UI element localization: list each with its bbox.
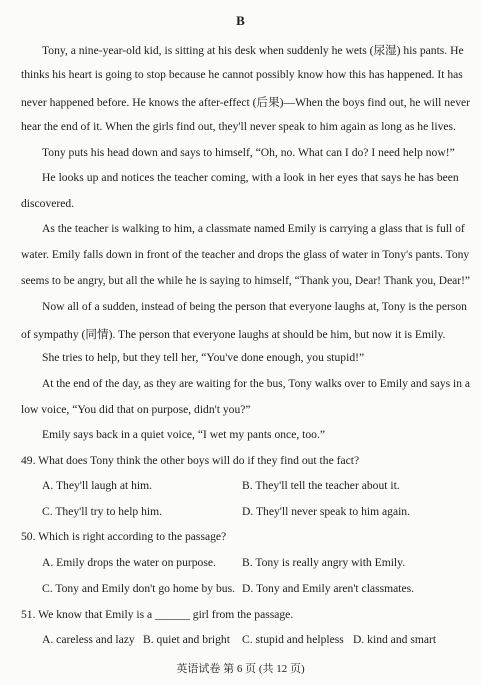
- question-51-option-b[interactable]: B. quiet and bright: [143, 633, 230, 646]
- passage-line: discovered.: [21, 197, 75, 210]
- question-49-option-c[interactable]: C. They'll try to help him.: [42, 505, 163, 518]
- passage-line: seems to be angry, but all the while he is saying to himself, “Thank you, Dear! Thank you, Dear!”: [21, 274, 470, 287]
- section-title: B: [236, 13, 245, 28]
- question-50-option-a[interactable]: A. Emily drops the water on purpose.: [42, 556, 216, 569]
- question-50-stem: 50. Which is right according to the passage?: [21, 530, 227, 543]
- passage-line: He looks up and notices the teacher coming, with a look in her eyes that says he has been: [42, 171, 459, 184]
- question-49-stem: 49. What does Tony think the other boys will do if they find out the fact?: [21, 454, 360, 467]
- question-51-option-d[interactable]: D. kind and smart: [353, 633, 437, 646]
- question-50-option-c[interactable]: C. Tony and Emily don't go home by bus.: [42, 582, 236, 595]
- passage-line: of sympathy (同情). The person that everyone laughs at should be him, but now it is Emily.: [21, 328, 446, 341]
- question-51-stem: 51. We know that Emily is a ______ girl from the passage.: [21, 608, 294, 621]
- question-49-option-d[interactable]: D. They'll never speak to him again.: [242, 505, 411, 518]
- passage-line: Emily says back in a quiet voice, “I wet my pants once, too.”: [42, 428, 325, 441]
- passage-line: She tries to help, but they tell her, “You've done enough, you stupid!”: [42, 351, 365, 364]
- passage-line: hear the end of it. When the girls find out, they'll never speak to him again as long as he lives.: [21, 120, 456, 133]
- question-50-option-b[interactable]: B. Tony is really angry with Emily.: [242, 556, 406, 569]
- passage-line: Now all of a sudden, instead of being the person that everyone laughs at, Tony is the person: [42, 300, 467, 313]
- passage-line: thinks his heart is going to stop because he cannot possibly know how this has happened. It has: [21, 68, 463, 81]
- question-51-option-a[interactable]: A. careless and lazy: [42, 633, 135, 646]
- passage-line: Tony, a nine-year-old kid, is sitting at his desk when suddenly he wets (尿湿) his pants. He: [42, 44, 464, 57]
- page-footer: 英语试卷 第 6 页 (共 12 页): [176, 663, 305, 675]
- passage-line: Tony puts his head down and says to himself, “Oh, no. What can I do? I need help now!”: [42, 146, 455, 159]
- passage-line: water. Emily falls down in front of the teacher and drops the glass of water in Tony's pants. Tony: [21, 248, 470, 261]
- passage-line: never happened before. He knows the after-effect (后果)—When the boys find out, he will never: [21, 96, 470, 109]
- passage-line: As the teacher is walking to him, a classmate named Emily is carrying a glass that is full of: [42, 222, 465, 235]
- passage-line: At the end of the day, as they are waiting for the bus, Tony walks over to Emily and says in a: [41, 377, 470, 390]
- question-49-option-b[interactable]: B. They'll tell the teacher about it.: [242, 479, 400, 492]
- passage-line: low voice, “You did that on purpose, didn't you?”: [21, 403, 251, 416]
- question-49-option-a[interactable]: A. They'll laugh at him.: [42, 479, 153, 492]
- question-50-option-d[interactable]: D. Tony and Emily aren't classmates.: [242, 582, 415, 595]
- question-51-option-c[interactable]: C. stupid and helpless: [242, 633, 344, 646]
